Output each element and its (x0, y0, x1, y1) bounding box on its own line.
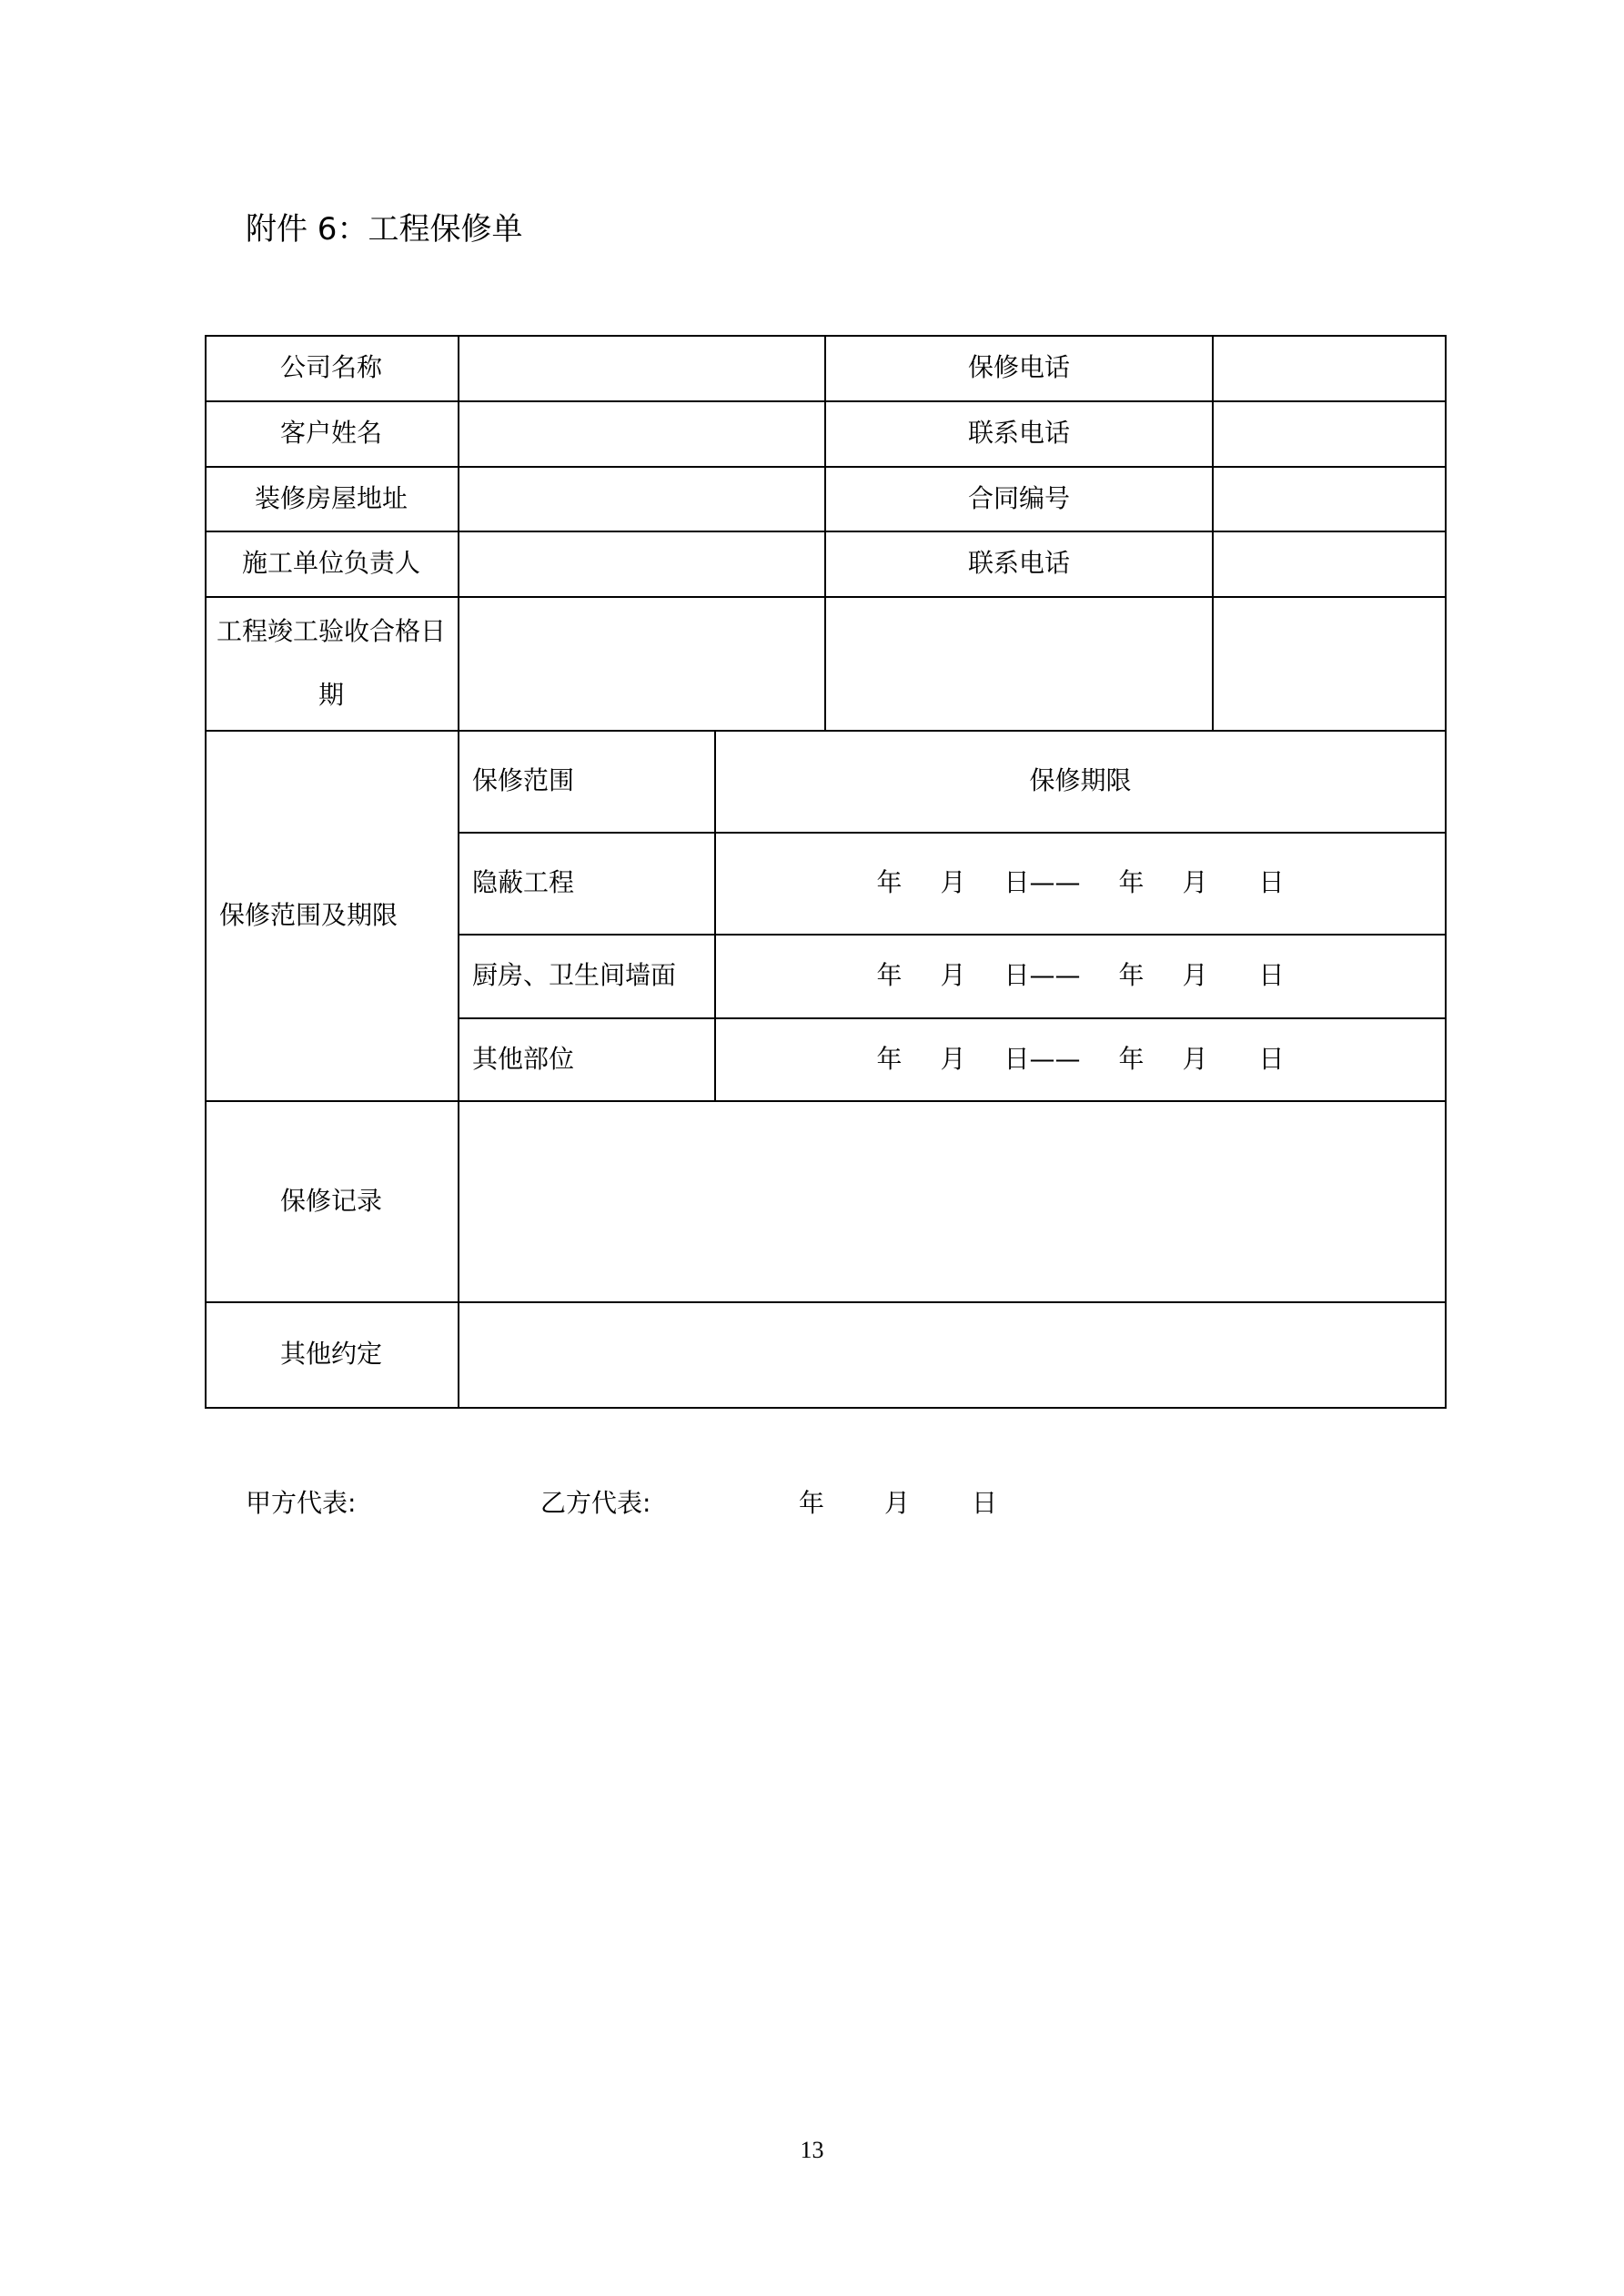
label-warranty-phone: 保修电话 (967, 352, 1070, 382)
contract-number-field[interactable] (1214, 466, 1445, 531)
month-label: 月 (1182, 960, 1208, 990)
label-warranty-scope-period: 保修范围及期限 (219, 899, 398, 930)
day-label: 日 (1258, 1043, 1285, 1074)
warranty-record-field[interactable] (459, 1100, 1445, 1301)
label-contact-phone: 联系电话 (967, 418, 1070, 448)
party-b-representative: 乙方代表: (540, 1488, 651, 1518)
header-warranty-period: 保修期限 (1029, 765, 1132, 795)
dash-separator: —— (1029, 1043, 1081, 1074)
contact-phone-field[interactable] (1214, 400, 1445, 466)
year-label: 年 (1118, 1043, 1145, 1074)
day-label: 日 (1004, 960, 1030, 990)
period-other-parts[interactable] (716, 1017, 1445, 1100)
label-completion-date (205, 596, 458, 730)
year-label: 年 (876, 867, 903, 897)
day-label: 日 (1258, 960, 1285, 990)
house-address-field[interactable] (459, 466, 824, 531)
month-label: 月 (940, 867, 966, 897)
page-number: 13 (800, 2137, 824, 2163)
other-agreements-field[interactable] (459, 1301, 1445, 1407)
warranty-phone-field[interactable] (1214, 335, 1445, 400)
footer-month: 月 (884, 1488, 911, 1518)
scope-concealed-works: 隐蔽工程 (472, 867, 575, 897)
page-title: 附件 6：工程保修单 (246, 211, 523, 248)
completion-extra-field[interactable] (826, 596, 1212, 730)
customer-name-field[interactable] (459, 400, 824, 466)
completion-extra-field-2[interactable] (1214, 596, 1445, 730)
period-concealed-works[interactable] (716, 832, 1445, 934)
construction-manager-field[interactable] (459, 531, 824, 596)
day-label: 日 (1004, 1043, 1030, 1074)
day-label: 日 (1004, 867, 1030, 897)
month-label: 月 (1182, 867, 1208, 897)
completion-date-line2: 期 (318, 679, 344, 710)
manager-phone-field[interactable] (1214, 531, 1445, 596)
month-label: 月 (940, 1043, 966, 1074)
dash-separator: —— (1029, 960, 1081, 990)
month-label: 月 (940, 960, 966, 990)
completion-date-line1: 工程竣工验收合格日 (216, 615, 446, 646)
scope-kitchen-bathroom-walls: 厨房、卫生间墙面 (472, 960, 677, 990)
label-warranty-record: 保修记录 (279, 1185, 382, 1216)
dash-separator: —— (1029, 867, 1081, 897)
company-name-field[interactable] (459, 335, 824, 400)
label-house-address: 装修房屋地址 (254, 482, 408, 513)
footer-day: 日 (972, 1488, 998, 1518)
month-label: 月 (1182, 1043, 1208, 1074)
day-label: 日 (1258, 867, 1285, 897)
header-warranty-scope: 保修范围 (472, 765, 575, 795)
footer-year: 年 (799, 1488, 825, 1518)
year-label: 年 (1118, 867, 1145, 897)
year-label: 年 (876, 960, 903, 990)
period-kitchen-bathroom-walls[interactable] (716, 934, 1445, 1017)
party-a-representative: 甲方代表: (246, 1488, 357, 1518)
label-manager-phone: 联系电话 (967, 548, 1070, 578)
year-label: 年 (876, 1043, 903, 1074)
year-label: 年 (1118, 960, 1145, 990)
label-contract-number: 合同编号 (967, 482, 1070, 513)
label-construction-manager: 施工单位负责人 (241, 548, 420, 578)
completion-date-field[interactable] (459, 596, 824, 730)
label-customer-name: 客户姓名 (279, 418, 382, 448)
warranty-form-table (205, 335, 1445, 1407)
label-company-name: 公司名称 (279, 352, 382, 382)
scope-other-parts: 其他部位 (472, 1043, 575, 1074)
label-other-agreements: 其他约定 (279, 1339, 382, 1369)
